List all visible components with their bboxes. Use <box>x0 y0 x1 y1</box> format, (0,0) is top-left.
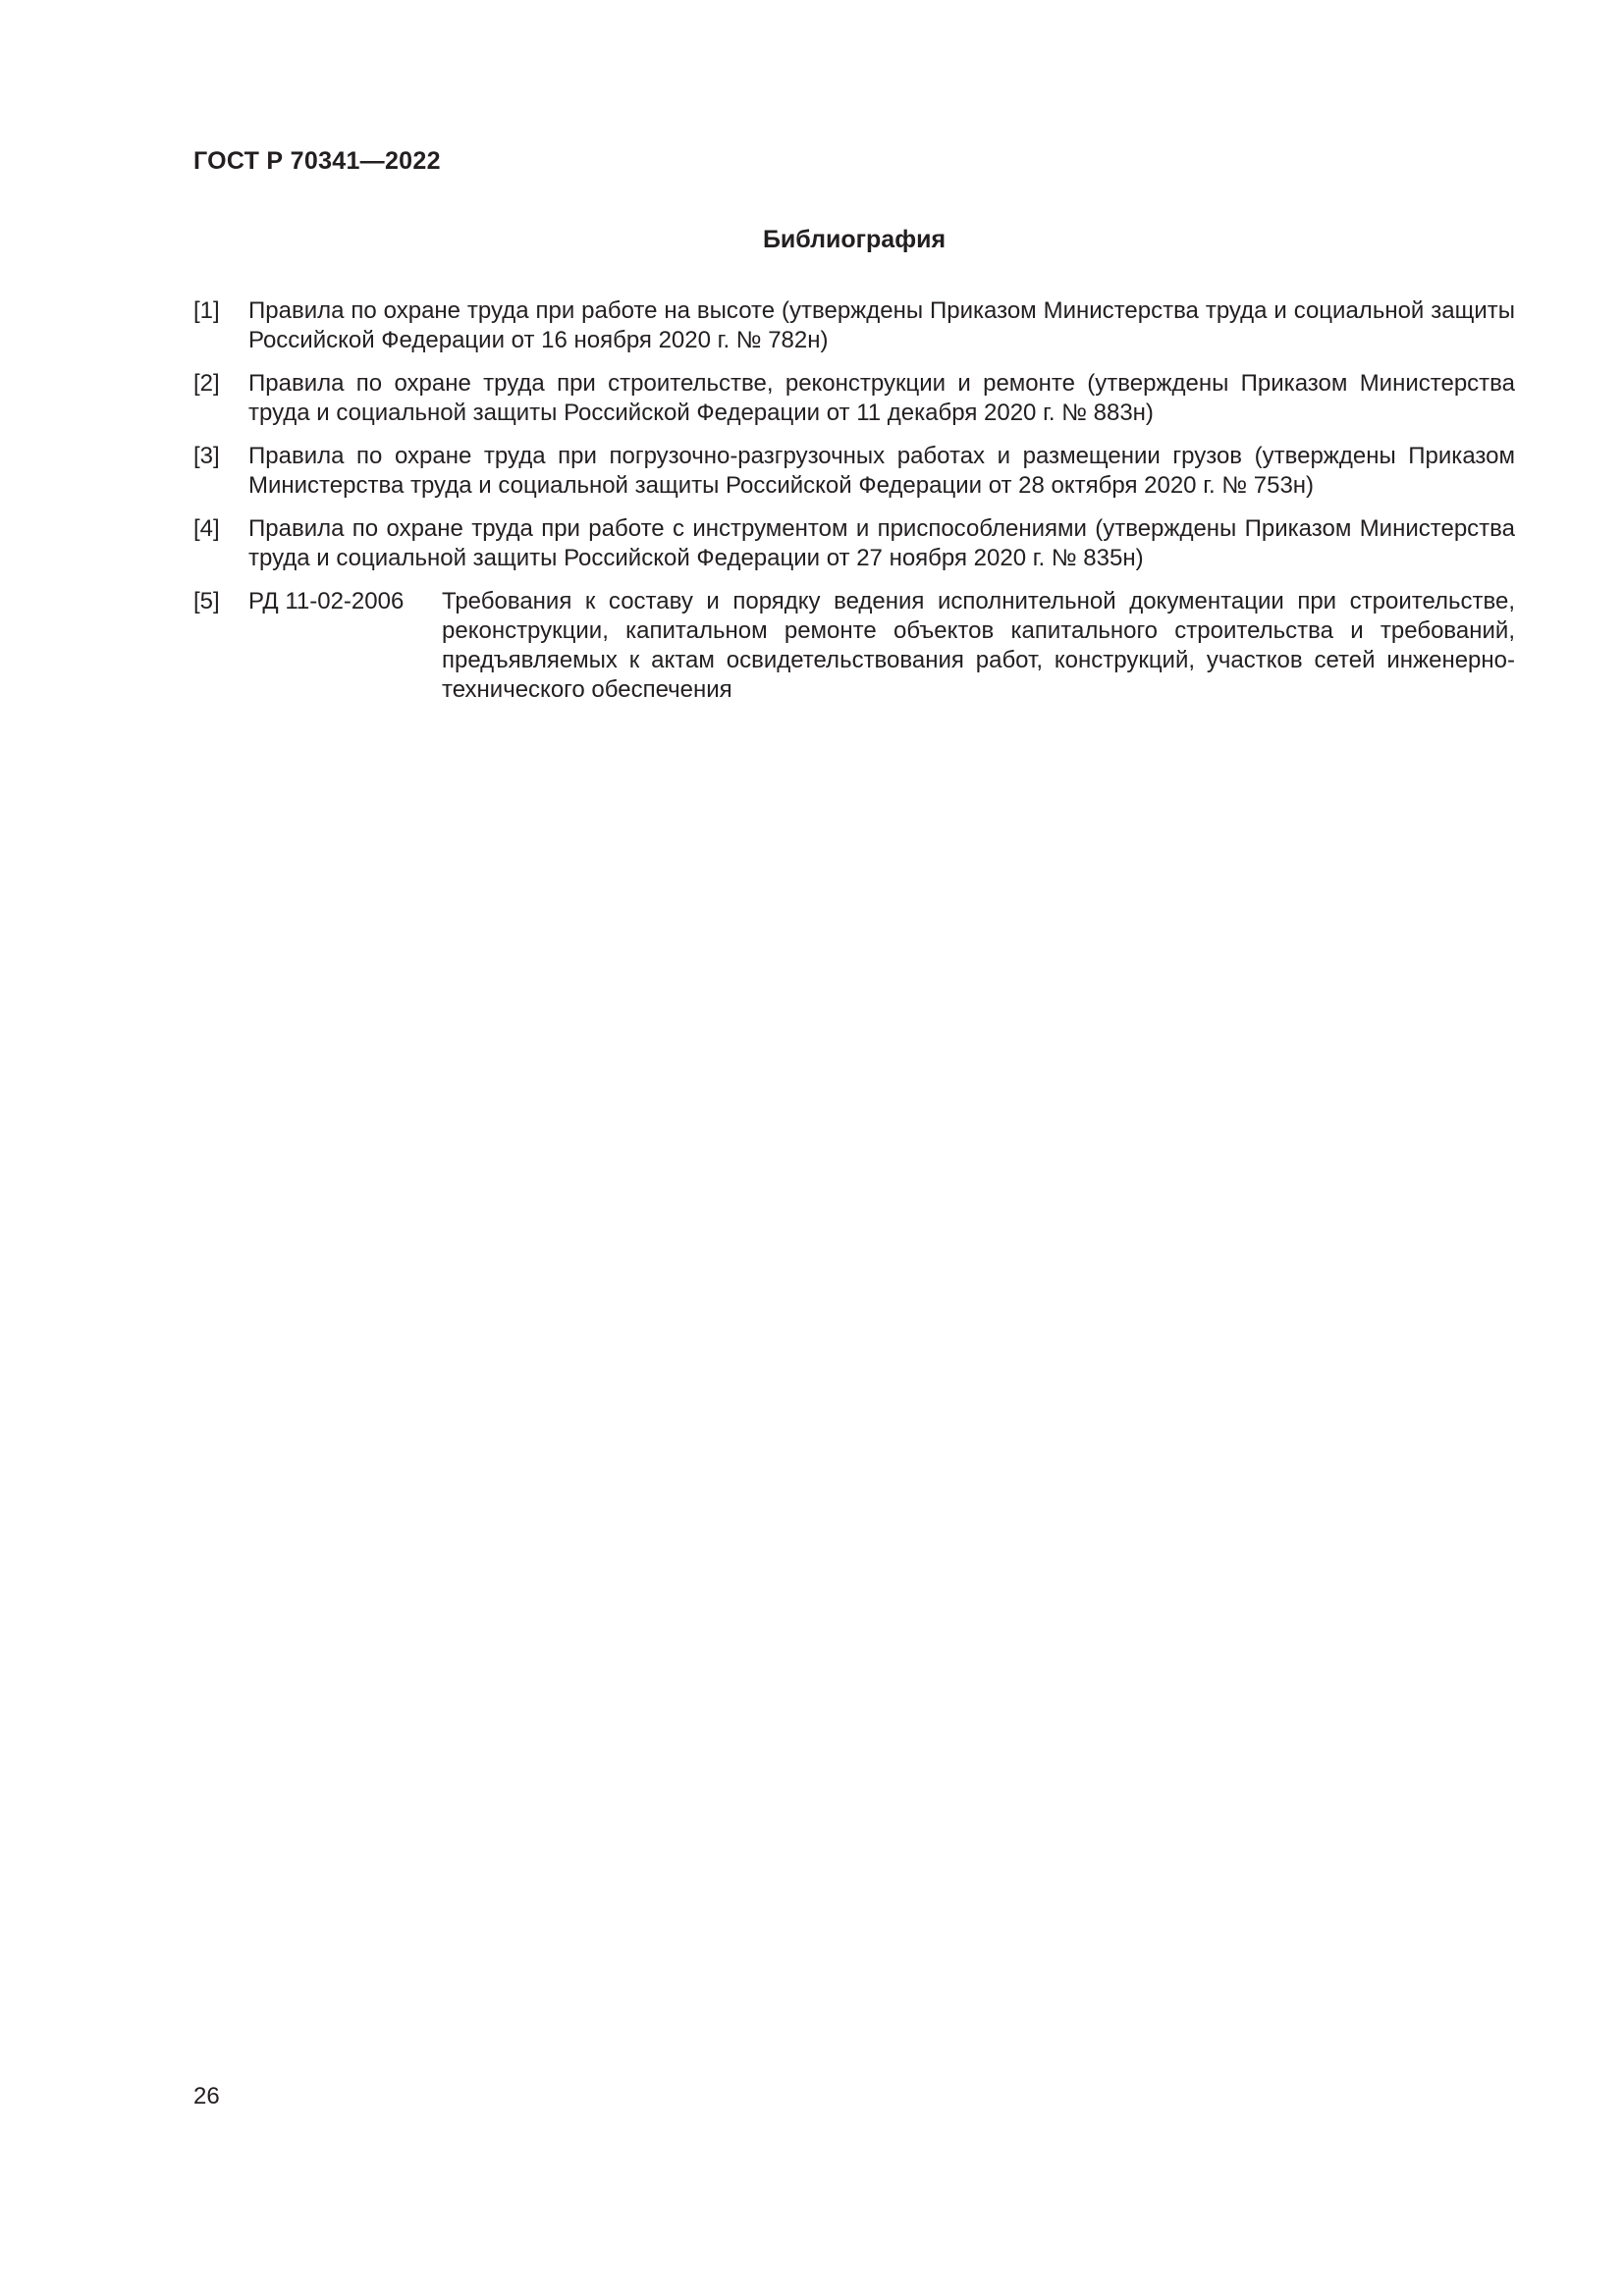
entry-document-code: РД 11-02-2006 <box>248 588 405 614</box>
bibliography-entry <box>193 514 1515 573</box>
document-code: ГОСТ Р 70341—2022 <box>193 147 441 175</box>
entry-number: [5] <box>193 588 220 614</box>
bibliography-list <box>193 296 1515 719</box>
bibliography-entry <box>193 587 1515 705</box>
entry-text: Правила по охране труда при погрузочно-разгрузочных работах и размещении грузов (утверждены Приказом Министерства труда и социальной защиты Российской Федерации от 28 октября 2020 г. № 753н) <box>248 443 1515 499</box>
bibliography-entry <box>193 442 1515 501</box>
entry-number: [3] <box>193 443 220 469</box>
page-number: 26 <box>193 2083 220 2109</box>
entry-text: Правила по охране труда при строительстве, реконструкции и ремонте (утверждены Приказом Министерства труда и социальной защиты Российской Федерации от 11 декабря 2020 г. № 883н) <box>248 370 1515 426</box>
bibliography-entry <box>193 369 1515 428</box>
entry-text: Требования к составу и порядку ведения исполнительной документации при строительстве, реконструкции, капитальном ремонте объектов капитального строительства и требований, предъявляемых к актам освидетельствования работ, конструкций, участков сетей инженерно-технического обеспечения <box>442 588 1515 703</box>
entry-text: Правила по охране труда при работе на высоте (утверждены Приказом Министерства труда и социальной защиты Российской Федерации от 16 ноября 2020 г. № 782н) <box>248 297 1515 353</box>
entry-text: Правила по охране труда при работе с инструментом и приспособлениями (утверждены Приказом Министерства труда и социальной защиты Российской Федерации от 27 ноября 2020 г. № 835н) <box>248 515 1515 571</box>
section-title: Библиография <box>762 226 947 253</box>
entry-number: [2] <box>193 370 220 397</box>
bibliography-entry <box>193 296 1515 355</box>
entry-number: [1] <box>193 297 220 324</box>
entry-number: [4] <box>193 515 220 542</box>
